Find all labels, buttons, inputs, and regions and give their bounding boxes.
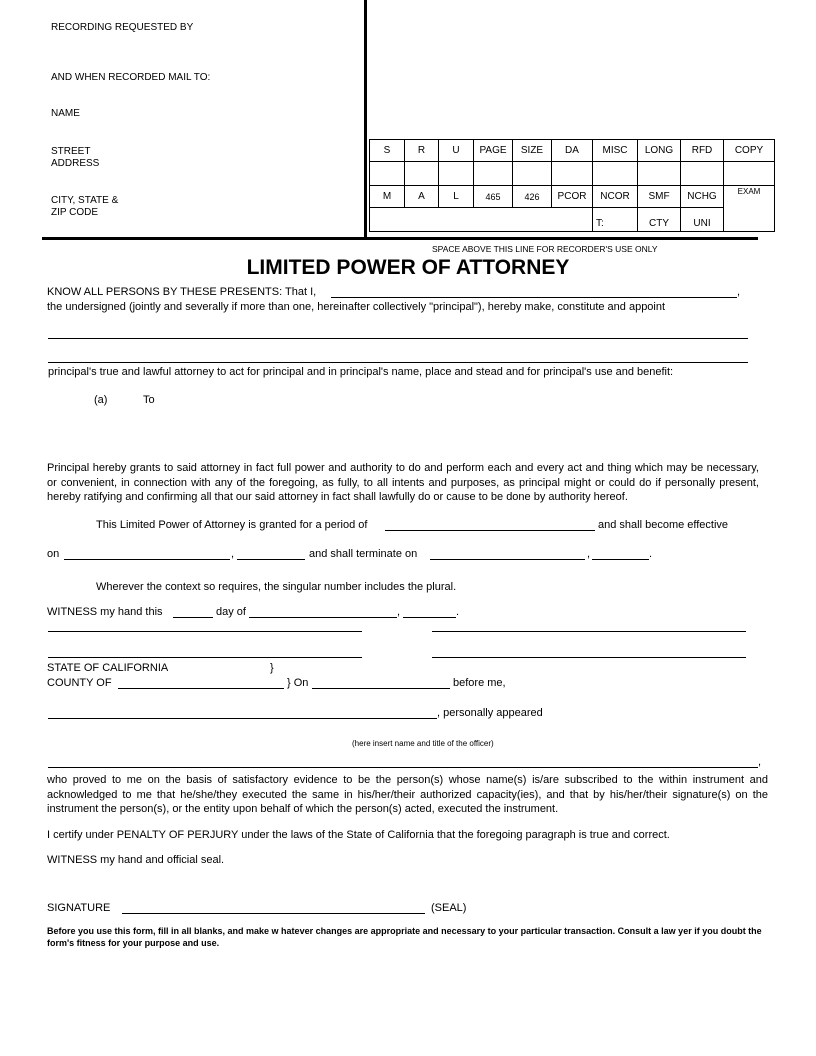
header-vertical-divider — [364, 0, 367, 240]
city-state-label: CITY, STATE & — [51, 195, 119, 206]
rec-cell: 426 — [513, 186, 552, 208]
rec-cell: T: — [593, 208, 638, 232]
rec-cell: R — [405, 140, 439, 162]
witness-period: . — [456, 606, 460, 618]
notary-signature-line[interactable] — [122, 913, 425, 914]
attorney-name-line-2[interactable] — [48, 362, 748, 363]
recording-requested-label: RECORDING REQUESTED BY — [51, 22, 194, 33]
rec-blank-cell — [681, 162, 724, 186]
page-title: LIMITED POWER OF ATTORNEY — [246, 256, 570, 279]
effective-date-line[interactable] — [64, 559, 230, 560]
rec-cell: S — [370, 140, 405, 162]
grants-paragraph: Principal hereby grants to said attorney in fact full power and authority to do and perform each and every act and thing which may be necessary, or convenient, in connection with any of the foregoing, as fully, to all intents and purposes, as principal might or could do if personally present, hereby ratifying and confirming all that our said attorney in fact shall lawfully do or cause to be done by authority hereof. — [47, 462, 759, 503]
rec-cell: UNI — [681, 208, 724, 232]
rec-blank-cell — [474, 162, 513, 186]
mail-to-label: AND WHEN RECORDED MAIL TO: — [51, 72, 211, 83]
granted-period-text: This Limited Power of Attorney is granted for a period of — [96, 519, 368, 531]
comma-2: , — [587, 548, 591, 560]
rec-blank-cell — [370, 162, 405, 186]
rec-blank-cell — [513, 162, 552, 186]
become-effective-text: and shall become effective — [598, 519, 729, 531]
state-brace: } — [270, 662, 274, 674]
rec-cell: LONG — [638, 140, 681, 162]
witness-comma: , — [397, 606, 401, 618]
proved-paragraph: who proved to me on the basis of satisfactory evidence to be the person(s) whose name(s) is/are subscribed to the within instrument and acknowledged to me that he/she/they executed the same in his/her/their authorized capacity(ies), and that by his/her/their signature(s) on the instrument the person(s), or the entity upon behalf of which the person(s) acted, executed the instrument. — [47, 774, 768, 815]
before-me-text: before me, — [453, 677, 506, 689]
rec-cell: DA — [552, 140, 593, 162]
notary-date-line[interactable] — [312, 688, 450, 689]
rec-cell: NCOR — [593, 186, 638, 208]
state-label: STATE OF CALIFORNIA — [47, 662, 169, 674]
witness-day-line[interactable] — [173, 617, 213, 618]
zip-code-label: ZIP CODE — [51, 207, 99, 218]
witness-year-line[interactable] — [403, 617, 456, 618]
signature-label: SIGNATURE — [47, 902, 111, 914]
rec-cell: PAGE — [474, 140, 513, 162]
on-label: on — [47, 548, 60, 560]
signature-line-right-1[interactable] — [432, 631, 746, 632]
item-a-text: To — [143, 394, 155, 406]
street-label: STREET — [51, 146, 91, 157]
rec-blank-cell — [552, 162, 593, 186]
appeared-persons-line[interactable] — [48, 767, 758, 768]
comma-1: , — [231, 548, 235, 560]
rec-blank-cell — [638, 162, 681, 186]
terminate-date-line[interactable] — [430, 559, 585, 560]
rec-blank-cell — [405, 162, 439, 186]
address-label: ADDRESS — [51, 158, 100, 169]
officer-note: (here insert name and title of the officer) — [352, 739, 494, 748]
rec-cell: NCHG — [681, 186, 724, 208]
county-line[interactable] — [118, 688, 284, 689]
rec-cell-wide — [370, 208, 593, 232]
effective-year-line[interactable] — [237, 559, 305, 560]
know-all-comma: , — [737, 286, 741, 298]
officer-name-line[interactable] — [48, 718, 437, 719]
certify-text: I certify under PENALTY OF PERJURY under the laws of the State of California that the foregoing paragraph is true and correct. — [47, 829, 670, 841]
witness-month-line[interactable] — [249, 617, 397, 618]
exam-cell: EXAM — [724, 186, 775, 232]
rec-cell: L — [439, 186, 474, 208]
rec-cell: MISC — [593, 140, 638, 162]
day-of-text: day of — [216, 606, 246, 618]
rec-blank-cell — [593, 162, 638, 186]
rec-cell: M — [370, 186, 405, 208]
recorder-boundary-line — [42, 237, 758, 240]
principals-attorney-text: principal's true and lawful attorney to act for principal and in principal's name, place and stead and for principal's use and benefit: — [48, 366, 674, 378]
know-all-label: KNOW ALL PERSONS BY THESE PRESENTS: That I, — [47, 286, 317, 298]
rec-cell: SMF — [638, 186, 681, 208]
terminate-year-line[interactable] — [592, 559, 649, 560]
county-label: COUNTY OF — [47, 677, 112, 689]
rec-cell: A — [405, 186, 439, 208]
personally-appeared-text: , personally appeared — [437, 707, 543, 719]
county-brace-on: } On — [287, 677, 309, 689]
rec-cell: SIZE — [513, 140, 552, 162]
rec-cell: RFD — [681, 140, 724, 162]
rec-blank-cell — [724, 162, 775, 186]
item-a-label: (a) — [94, 394, 108, 406]
witness-hand-text: WITNESS my hand this — [47, 606, 163, 618]
recorder-use-table — [369, 139, 775, 232]
rec-cell: 465 — [474, 186, 513, 208]
principal-name-line[interactable] — [331, 297, 737, 298]
appeared-line-comma: , — [758, 756, 762, 768]
rec-cell: CTY — [638, 208, 681, 232]
undersigned-text: the undersigned (jointly and severally if more than one, hereinafter collectively "principal"), hereby make, constitute and appoint — [47, 301, 666, 313]
signature-line-left-1[interactable] — [48, 631, 362, 632]
name-label: NAME — [51, 108, 80, 119]
rec-cell: U — [439, 140, 474, 162]
rec-blank-cell — [439, 162, 474, 186]
seal-label: (SEAL) — [431, 902, 467, 914]
terminate-on-text: and shall terminate on — [309, 548, 418, 560]
disclaimer-text: Before you use this form, fill in all blanks, and make w hatever changes are appropriate and necessary to your particular transaction. Consult a law yer if you doubt the form's fitness for your purpose and use. — [47, 926, 762, 948]
witness-seal-text: WITNESS my hand and official seal. — [47, 854, 225, 866]
attorney-name-line-1[interactable] — [48, 338, 748, 339]
singular-plural-text: Wherever the context so requires, the singular number includes the plural. — [96, 581, 457, 593]
rec-cell: PCOR — [552, 186, 593, 208]
period-line[interactable] — [385, 530, 595, 531]
period-end: . — [649, 548, 653, 560]
rec-cell: COPY — [724, 140, 775, 162]
recorder-note: SPACE ABOVE THIS LINE FOR RECORDER'S USE ONLY — [432, 244, 658, 254]
signature-line-right-2[interactable] — [432, 657, 746, 658]
signature-line-left-2[interactable] — [48, 657, 362, 658]
